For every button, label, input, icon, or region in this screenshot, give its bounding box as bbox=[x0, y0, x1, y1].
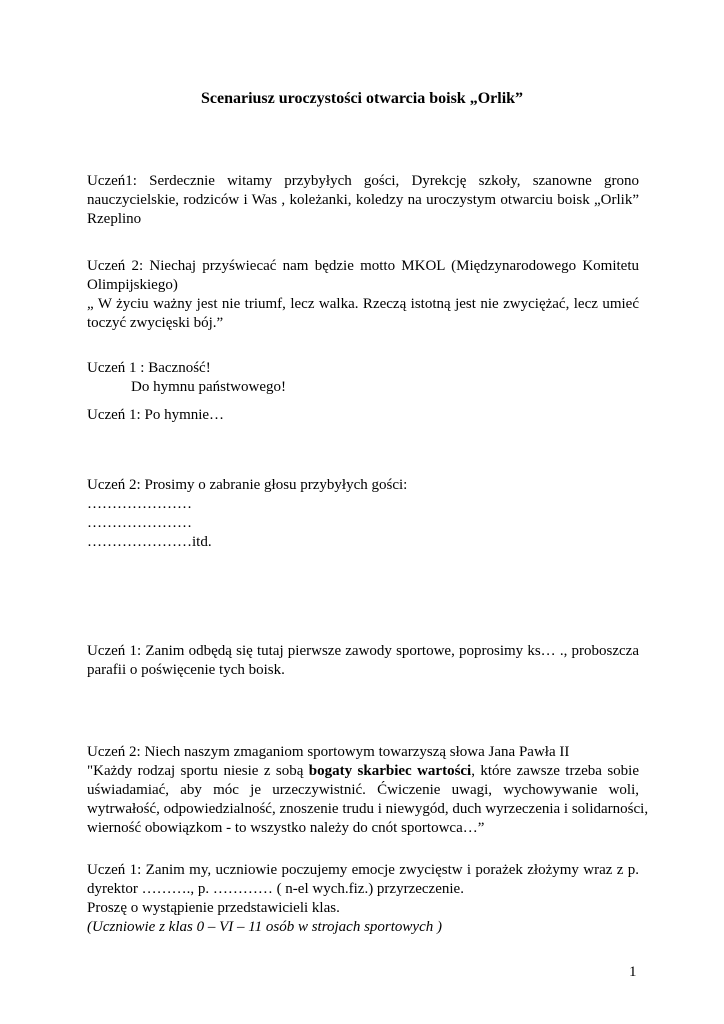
text-line: dyrektor ………., p. ………… ( n-el wych.fiz.) przyrzeczenie. bbox=[87, 881, 464, 897]
paragraph-after-anthem bbox=[87, 406, 639, 425]
text-line: wytrwałość, odpowiedzialność, znoszenie trudu i niewygód, duch wyrzeczenia i solidarności, bbox=[87, 801, 649, 817]
paragraph-motto bbox=[87, 257, 639, 333]
paragraph-quote bbox=[87, 743, 649, 838]
text-line: Uczeń 1 : Baczność! bbox=[87, 360, 211, 376]
quote-text: "Każdy rodzaj sportu niesie z sobą bbox=[87, 763, 309, 779]
text-line: Do hymnu państwowego! bbox=[131, 379, 286, 395]
text-line: Uczeń 2: Niechaj przyświecać nam będzie motto MKOL (Międzynarodowego Komitetu bbox=[87, 258, 639, 274]
text-line: Uczeń1: Serdecznie witamy przybyłych gości, Dyrekcję szkoły, szanowne grono bbox=[87, 173, 639, 189]
paragraph-welcome bbox=[87, 172, 639, 229]
text-line: Uczeń 1: Zanim odbędą się tutaj pierwsze zawody sportowe, poprosimy ks… ., proboszcza bbox=[87, 643, 639, 659]
page-number: 1 bbox=[629, 964, 637, 980]
stage-direction: (Uczniowie z klas 0 – VI – 11 osób w strojach sportowych ) bbox=[87, 919, 442, 935]
quote-text: , które zawsze trzeba sobie bbox=[471, 763, 639, 779]
quote-bold-text: bogaty skarbiec wartości bbox=[308, 763, 472, 779]
text-line: Uczeń 1: Zanim my, uczniowie poczujemy emocje zwycięstw i porażek złożymy wraz z p. bbox=[87, 862, 639, 878]
text-line: Uczeń 2: Prosimy o zabranie głosu przybyłych gości: bbox=[87, 477, 408, 493]
paragraph-pledge bbox=[87, 861, 639, 937]
text-line: ………………… bbox=[87, 496, 192, 512]
text-line-quote-start bbox=[87, 762, 639, 781]
page-title: Scenariusz uroczystości otwarcia boisk „Orlik” bbox=[200, 90, 524, 107]
text-line: nauczycielskie, rodziców i Was , koleżanki, koledzy na uroczystym otwarciu boisk „Orlik” bbox=[87, 192, 639, 208]
paragraph-blessing bbox=[87, 642, 639, 680]
text-line: Uczeń 2: Niech naszym zmaganiom sportowym towarzyszą słowa Jana Pawła II bbox=[87, 744, 570, 760]
text-line: uświadamiać, aby móc je urzeczywistnić. Ćwiczenie uwagi, wychowywanie woli, bbox=[87, 782, 639, 798]
text-line: parafii o poświęcenie tych boisk. bbox=[87, 662, 285, 678]
text-line: „ W życiu ważny jest nie triumf, lecz walka. Rzeczą istotną jest nie zwyciężać, lecz umieć bbox=[87, 296, 639, 312]
text-line: Proszę o wystąpienie przedstawicieli klas. bbox=[87, 900, 340, 916]
text-line: …………………itd. bbox=[87, 534, 212, 550]
paragraph-guests bbox=[87, 476, 639, 552]
text-line: Uczeń 1: Po hymnie… bbox=[87, 407, 225, 423]
text-line: toczyć zwycięski bój.” bbox=[87, 315, 224, 331]
text-line: Rzeplino bbox=[87, 211, 142, 227]
text-line: ………………… bbox=[87, 515, 192, 531]
text-line: wierność obowiązkom - to wszystko należy do cnót sportowca…” bbox=[87, 820, 485, 836]
text-line: Olimpijskiego) bbox=[87, 277, 178, 293]
paragraph-anthem bbox=[87, 359, 639, 397]
